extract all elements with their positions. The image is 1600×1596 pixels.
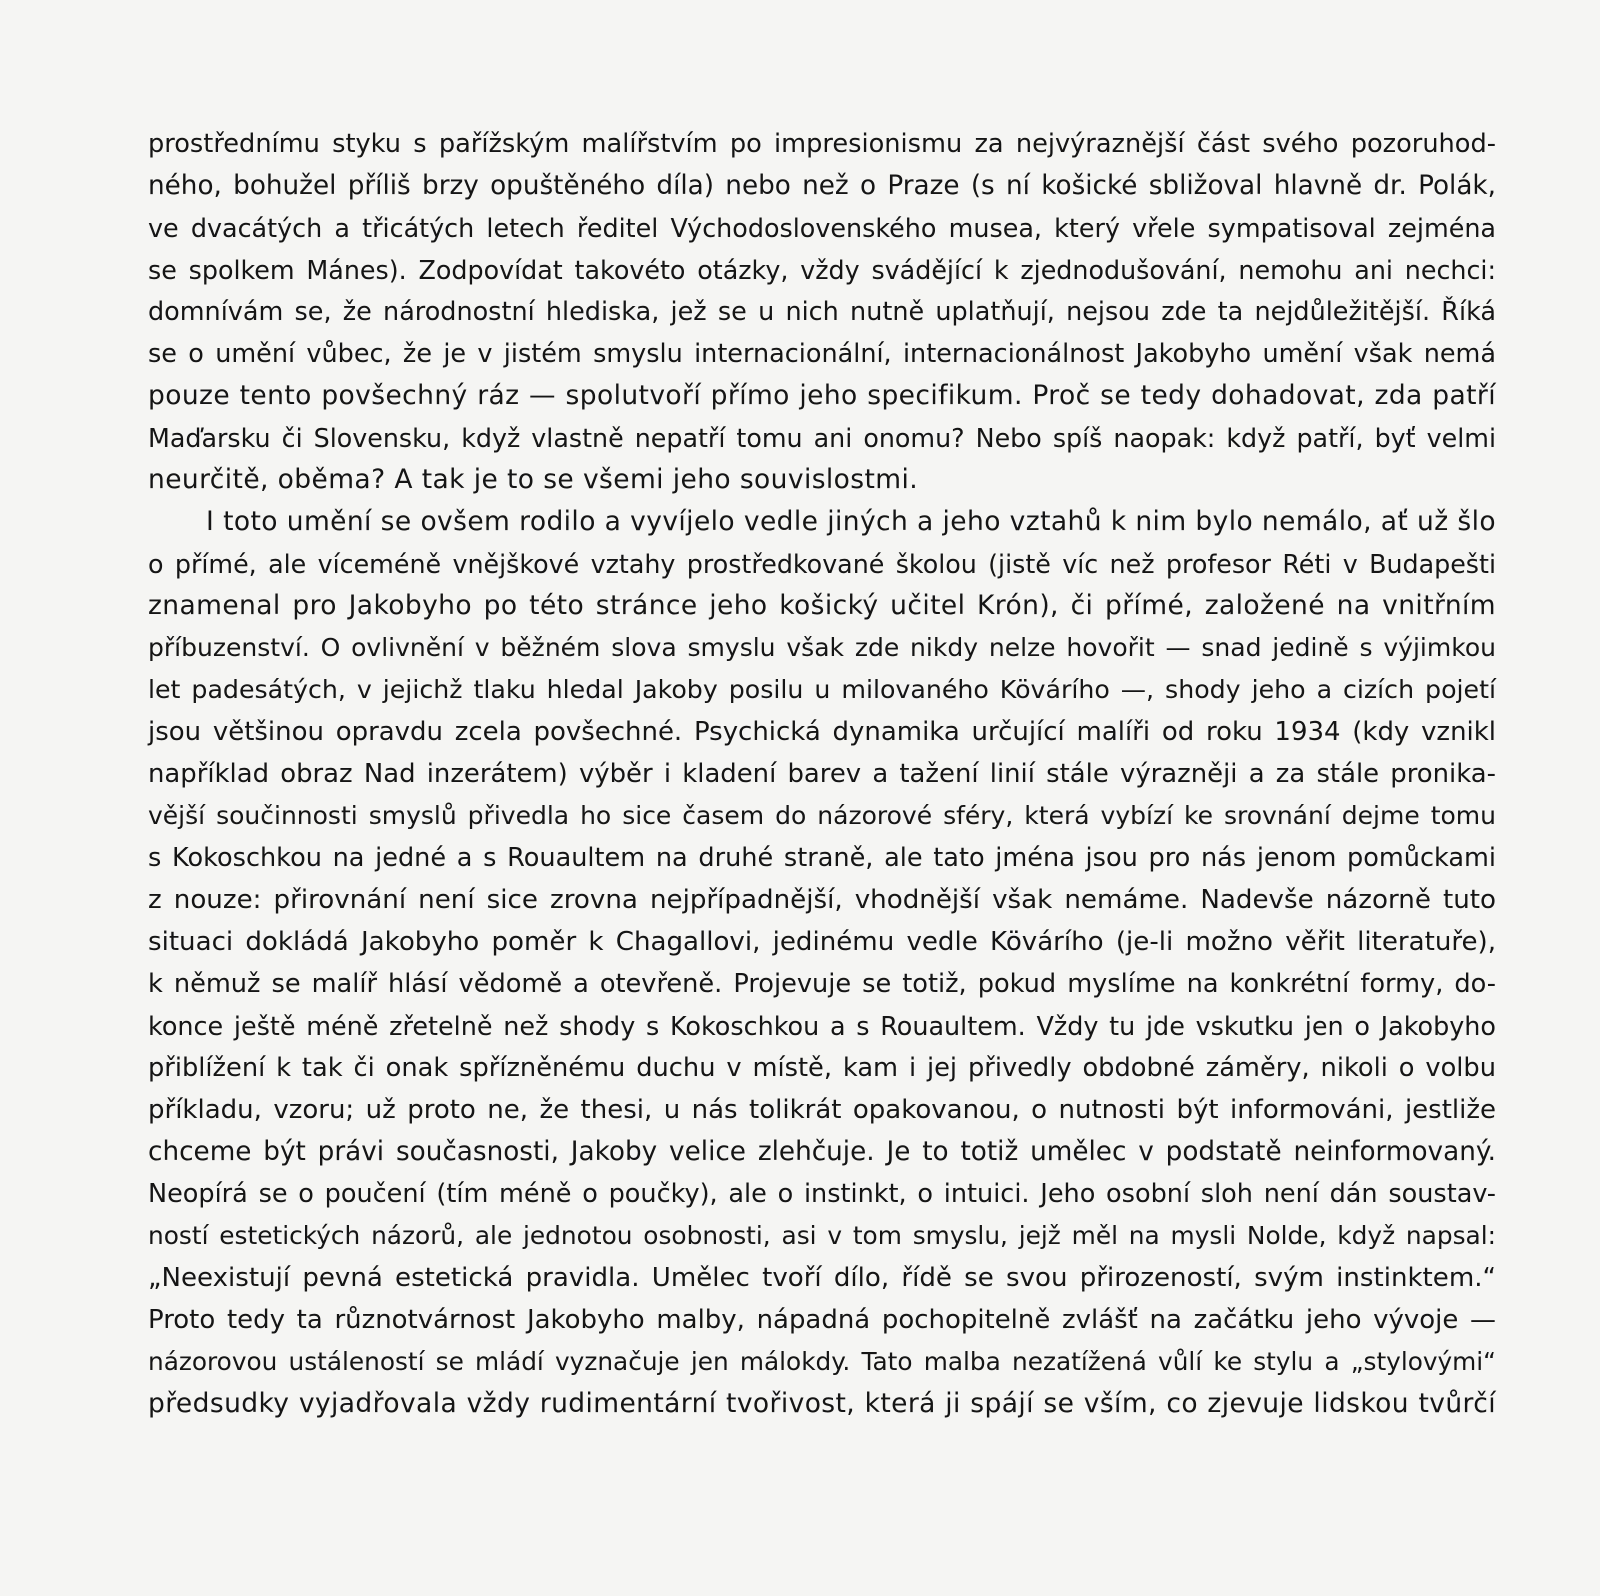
text-line: chceme být právi současnosti, Jakoby velice zlehčuje. Je to totiž umělec v podstatě neinformovaný. (148, 1137, 1496, 1167)
text-line: neurčitě, oběma? A tak je to se všemi jeho souvislostmi. (148, 464, 919, 495)
text-line: konce ještě méně zřetelně než shody s Kokoschkou a s Rouaultem. Vždy tu jde vskutku jen o Jakobyho (148, 1011, 1496, 1041)
text-line: o přímé, ale víceméně vnějškové vztahy prostředkované školou (jistě víc než profesor Réti v Budapešti (148, 549, 1496, 579)
paragraph-1 (148, 123, 1496, 501)
text-line: Proto tedy ta různotvárnost Jakobyho malby, nápadná pochopitelně zvlášť na začátku jeho vývoje — (148, 1305, 1496, 1335)
text-line: s Kokoschkou na jedné a s Rouaultem na druhé straně, ale tato jména jsou pro nás jenom pomůckami (148, 843, 1496, 873)
text-line: k němuž se malíř hlásí vědomě a otevřeně. Projevuje se totiž, pokud myslíme na konkrétní formy, do- (148, 969, 1496, 999)
text-line: pouze tento povšechný ráz — spolutvoří přímo jeho specifikum. Proč se tedy dohadovat, zda patří (148, 380, 1496, 411)
text-line: ného, bohužel příliš brzy opuštěného díla) nebo než o Praze (s ní košické sbližoval hlavně dr. Polák, (148, 171, 1496, 201)
text-line: I toto umění se ovšem rodilo a vyvíjelo vedle jiných a jeho vztahů k nim bylo nemálo, ať už šlo (206, 506, 1496, 537)
text-line: z nouze: přirovnání není sice zrovna nejpřípadnější, vhodnější však nemáme. Nadevše názorně tuto (148, 885, 1496, 915)
text-line: vější součinnosti smyslů přivedla ho sice časem do názorové sféry, která vybízí ke srovnání dejme tomu (148, 801, 1496, 830)
text-line: ností estetických názorů, ale jednotou osobnosti, asi v tom smyslu, jejž měl na mysli Nolde, když napsal: (148, 1221, 1496, 1250)
text-line: ve dvacátých a třicátých letech ředitel Východoslovenského musea, který vřele sympatisoval zejména (148, 213, 1496, 243)
paragraph-2 (148, 501, 1496, 1425)
text-line: se spolkem Mánes). Zodpovídat takovéto otázky, vždy svádějící k zjednodušování, nemohu ani nechci: (148, 255, 1496, 285)
text-line: prostřednímu styku s pařížským malířstvím po impresionismu za nejvýraznější část svého pozoruhod- (148, 129, 1496, 159)
text-line: příkladu, vzoru; už proto ne, že thesi, u nás tolikrát opakovanou, o nutnosti být informováni, jestliže (148, 1095, 1496, 1125)
body-text (148, 123, 1496, 1425)
text-line: předsudky vyjadřovala vždy rudimentární tvořivost, která ji spájí se vším, co zjevuje lidskou tvůrčí (148, 1388, 1496, 1419)
text-line: znamenal pro Jakobyho po této stránce jeho košický učitel Krón), či přímé, založené na vnitřním (148, 590, 1496, 621)
text-line: se o umění vůbec, že je v jistém smyslu internacionální, internacionálnost Jakobyho umění však nemá (148, 339, 1496, 369)
text-line: situaci dokládá Jakobyho poměr k Chagallovi, jedinému vedle Kövárího (je-li možno věřit literatuře), (148, 927, 1496, 957)
text-line: například obraz Nad inzerátem) výběr i kladení barev a tažení linií stále výrazněji a za stále pronika- (148, 759, 1496, 789)
text-line: přiblížení k tak či onak spřízněnému duchu v místě, kam i jej přivedly obdobné záměry, nikoli o volbu (148, 1053, 1496, 1083)
text-line: názorovou ustáleností se mládí vyznačuje jen málokdy. Tato malba nezatížená vůlí ke stylu a „stylovými“ (148, 1347, 1496, 1376)
text-line: „Neexistují pevná estetická pravidla. Umělec tvoří dílo, řídě se svou přirozeností, svým instinktem.“ (148, 1263, 1496, 1293)
text-line: Maďarsku či Slovensku, když vlastně nepatří tomu ani onomu? Nebo spíš naopak: když patří, byť velmi (148, 423, 1496, 453)
text-line: Neopírá se o poučení (tím méně o poučky), ale o instinkt, o intuici. Jeho osobní sloh není dán soustav- (148, 1179, 1496, 1209)
text-line: domnívám se, že národnostní hlediska, jež se u nich nutně uplatňují, nejsou zde ta nejdůležitější. Říká (148, 297, 1496, 327)
text-line: let padesátých, v jejichž tlaku hledal Jakoby posilu u milovaného Kövárího —, shody jeho a cizích pojetí (148, 675, 1496, 704)
text-line: příbuzenství. O ovlivnění v běžném slova smyslu však zde nikdy nelze hovořit — snad jedině s výjimkou (148, 633, 1496, 662)
text-line: jsou většinou opravdu zcela povšechné. Psychická dynamika určující malíři od roku 1934 (kdy vznikl (148, 717, 1496, 747)
